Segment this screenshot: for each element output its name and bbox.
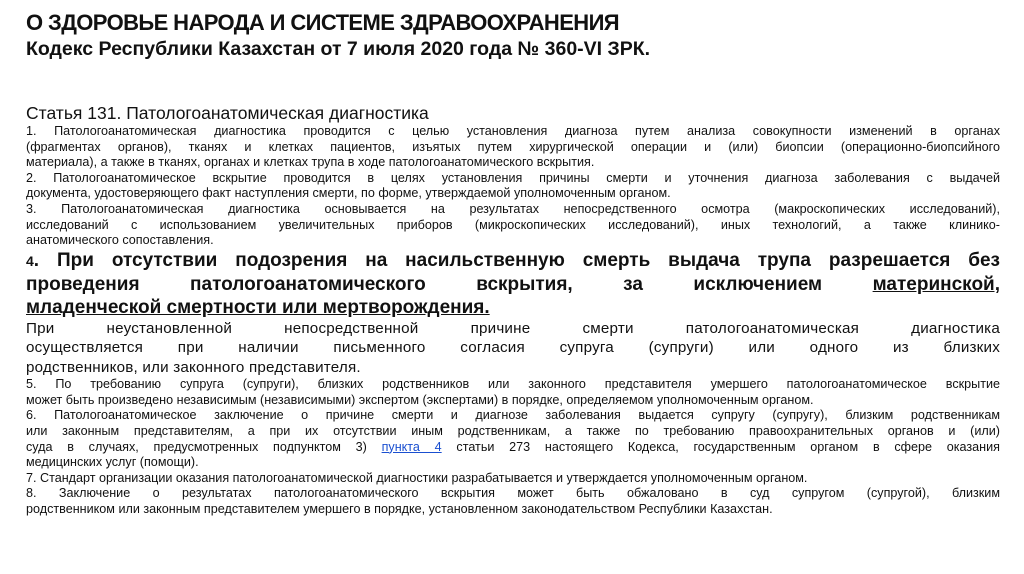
paragraph-4b-line: родственников, или законного представителя. (26, 358, 361, 376)
paragraph-3-line: 3. Патологоанатомическая диагностика основывается на результатах непосредственного осмотра (макроскопических исследований), (26, 201, 1000, 216)
paragraph-1-line: 1. Патологоанатомическая диагностика проводится с целью установления диагноза путем анализа совокупности изменений в органах (26, 124, 1000, 138)
paragraph-2-line: документа, удостоверяющего факт наступления смерти, по форме, утверждаемой уполномоченным органом. (26, 186, 671, 201)
paragraph-8 (26, 486, 1000, 517)
paragraph-4 (26, 249, 1000, 319)
paragraph-3-line: анатомического сопоставления. (26, 233, 214, 248)
paragraph-4-line1-text: . При отсутствии подозрения на насильственную смерть выдача трупа разрешается без (33, 249, 1000, 271)
paragraph-4-line (26, 249, 1000, 273)
paragraph-4b-line: осуществляется при наличии письменного согласия супруга (супруги) или одного из близких (26, 339, 1000, 357)
code-reference: Кодекс Республики Казахстан от 7 июля 2020 года № 360-VI ЗРК. (26, 38, 651, 60)
paragraph-5-line: 5. По требованию супруга (супруги), близких родственников или законного представителя умершего патологоанатомическое вскрытие (26, 377, 1000, 392)
paragraph-6-line: 6. Патологоанатомическое заключение о причине смерти и диагнозе заболевания выдается супругу (супругу), близким родственникам (26, 408, 1000, 423)
paragraph-5 (26, 377, 1000, 408)
paragraph-3-line: исследований с использованием увеличительных приборов (микроскопических исследований), иных технологий, а также клинико- (26, 217, 1000, 232)
paragraph-4-underlined-text: младенческой смертности или мертворождения. (26, 296, 490, 318)
paragraph-1-line: материала), а также в тканях, органах и клетках трупа в ходе патологоанатомического вскрытия. (26, 155, 595, 170)
paragraph-6-line: медицинских услуг (помощи). (26, 455, 199, 470)
paragraph-6 (26, 408, 1000, 470)
paragraph-1 (26, 124, 1000, 171)
paragraph-6-line (26, 440, 1000, 456)
paragraph-4-underlined-text: материнской, (872, 273, 1001, 295)
article-link[interactable]: пункта 4 (381, 439, 442, 454)
paragraph-5-line: может быть произведено независимым (независимыми) экспертом (экспертами) в порядке, определяемом уполномоченным органом. (26, 392, 814, 407)
paragraph-6-line: или законным представителям, а при их отсутствии иным родственникам, а также по требованию правоохранительных органов и (или) (26, 424, 1000, 439)
paragraph-6-line3-end: статьи 273 настоящего Кодекса, государственным органом в сфере оказания (441, 439, 1000, 454)
paragraph-4-number: 4 (26, 252, 34, 269)
paragraph-4b-line: При неустановленной непосредственной причине смерти патологоанатомическая диагностика (26, 319, 1000, 337)
paragraph-4-line (26, 296, 1000, 319)
paragraph-8-line: родственником или законным представителем умершего в порядке, установленном законодательством Республики Казахстан. (26, 502, 773, 516)
paragraph-4-line (26, 273, 1000, 296)
paragraph-4-continuation (26, 319, 1000, 378)
document-title: О ЗДОРОВЬЕ НАРОДА И СИСТЕМЕ ЗДРАВООХРАНЕНИЯ (26, 10, 620, 35)
paragraph-7 (26, 471, 1000, 487)
paragraph-6-line3-start: суда в случаях, предусмотренных подпунктом 3) (26, 439, 382, 454)
paragraph-2-line: 2. Патологоанатомическое вскрытие проводится в целях установления причины смерти и уточнения диагноза заболевания с выдачей (26, 170, 1000, 185)
slide (26, 10, 1000, 518)
paragraph-7-line: 7. Стандарт организации оказания патологоанатомической диагностики разрабатывается и утверждается уполномоченным органом. (26, 470, 808, 485)
paragraph-1-line: (фрагментах органов), тканях и клетках пациентов, изъятых путем хирургической операции и (или) биопсии (операционно-биопсийного (26, 139, 1000, 154)
article-title: Статья 131. Патологоанатомическая диагностика (26, 103, 429, 123)
paragraph-8-line: 8. Заключение о результатах патологоанатомического вскрытия может быть обжаловано в суд супругом (супругой), близким (26, 486, 1000, 501)
paragraph-4-line2-text: проведения патологоанатомического вскрытия, за исключением (26, 273, 823, 295)
paragraph-2 (26, 171, 1000, 202)
paragraph-3 (26, 202, 1000, 249)
